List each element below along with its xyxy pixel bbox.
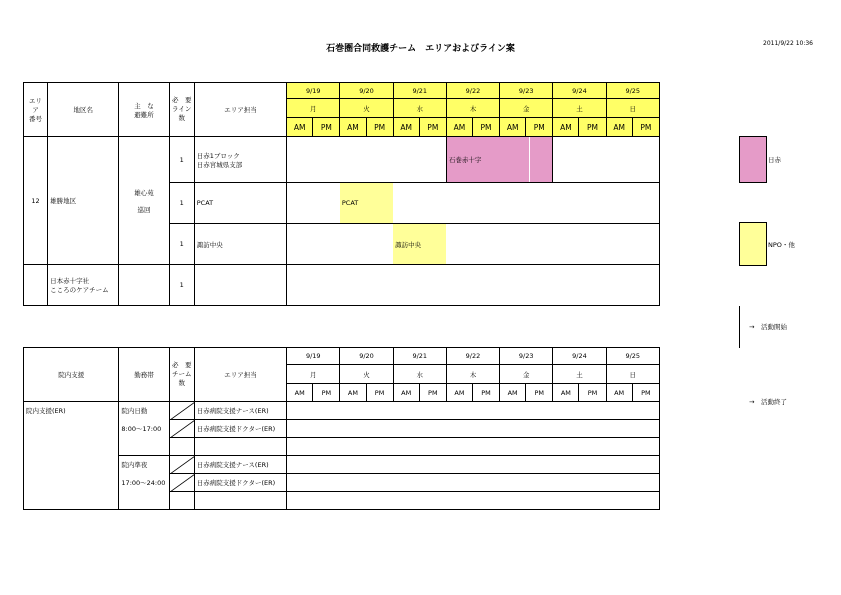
am-cell: AM — [287, 118, 313, 137]
am-cell: AM — [500, 118, 526, 137]
pm-cell: PM — [632, 384, 659, 402]
date-cell: 9/19 — [287, 348, 340, 365]
weekday-cell: 日 — [606, 365, 659, 384]
area-lead-empty — [194, 265, 286, 306]
weekday-cell: 土 — [553, 99, 606, 118]
diagonal-cell — [169, 456, 194, 474]
am-cell: AM — [287, 384, 313, 402]
diagonal-slash — [170, 456, 195, 474]
header-teams: 必 要 チーム 数 — [169, 348, 194, 402]
date-cell: 9/21 — [393, 348, 446, 365]
schedule-bar-pcat — [340, 183, 393, 224]
area-lead-line2: 日赤宮城県支部 — [196, 160, 243, 169]
area-lead-line1: PCAT — [194, 183, 286, 224]
district-cell — [48, 265, 119, 306]
am-cell: AM — [606, 118, 632, 137]
page-title: 石巻圏合同救護チーム エリアおよびライン案 — [326, 44, 515, 54]
print-datetime: 2011/9/22 10:36 — [763, 40, 813, 47]
pm-cell: PM — [526, 384, 553, 402]
date-cell: 9/23 — [500, 348, 553, 365]
area-line-table — [23, 82, 660, 306]
pm-cell: PM — [313, 118, 340, 137]
doctor-team: 日赤病院支援ドクター(ER) — [194, 420, 286, 438]
schedule-bar-red-cross — [446, 137, 552, 183]
blank-cell — [194, 438, 286, 456]
weekday-cell: 月 — [287, 365, 340, 384]
pm-cell: PM — [579, 118, 606, 137]
schedule-empty — [287, 474, 660, 492]
weekday-cell: 木 — [446, 99, 499, 118]
am-cell: AM — [606, 384, 632, 402]
weekday-cell: 火 — [340, 365, 393, 384]
day-hours: 8:00～17:00 — [119, 420, 169, 438]
date-cell: 9/21 — [393, 83, 446, 99]
date-cell: 9/20 — [340, 348, 393, 365]
bar-label: 石巻赤十字 — [447, 137, 530, 182]
pm-cell: PM — [472, 118, 499, 137]
am-cell: AM — [500, 384, 526, 402]
legend-label-npo: NPO・他 — [768, 241, 795, 249]
am-cell: AM — [393, 118, 419, 137]
schedule-empty — [287, 402, 660, 420]
pm-cell: PM — [419, 118, 446, 137]
doctor-team: 日赤病院支援ドクター(ER) — [194, 474, 286, 492]
legend-activity-line — [739, 306, 740, 348]
header-district: 地区名 — [48, 83, 119, 137]
line-count: 1 — [169, 265, 194, 306]
date-cell: 9/22 — [446, 83, 499, 99]
pm-cell: PM — [526, 118, 553, 137]
pm-cell: PM — [366, 384, 393, 402]
weekday-cell: 木 — [446, 365, 499, 384]
weekday-cell: 金 — [500, 99, 553, 118]
schedule-empty — [553, 137, 660, 183]
header-support: 院内支援 — [24, 348, 119, 402]
line-count: 1 — [169, 224, 194, 265]
blank-cell — [169, 492, 194, 510]
header-lines: 必 要 ライン 数 — [169, 83, 194, 137]
weekday-cell: 水 — [393, 365, 446, 384]
blank-cell — [169, 438, 194, 456]
schedule-empty — [287, 265, 660, 306]
diagonal-cell — [169, 474, 194, 492]
schedule-empty — [287, 183, 340, 224]
bar-label: PCAT — [341, 199, 359, 207]
date-cell: 9/24 — [553, 83, 606, 99]
am-cell: AM — [446, 118, 472, 137]
weekday-cell: 水 — [393, 99, 446, 118]
legend-activity-end: → 活動終了 — [749, 398, 787, 406]
day-shift-blank — [119, 438, 169, 456]
pm-cell: PM — [632, 118, 659, 137]
date-cell: 9/24 — [553, 348, 606, 365]
area-number-empty — [24, 265, 48, 306]
schedule-empty — [287, 438, 660, 456]
pm-cell: PM — [366, 118, 393, 137]
legend-label-red-cross: 日赤 — [768, 156, 781, 164]
weekday-cell: 金 — [500, 365, 553, 384]
area-number: 12 — [24, 137, 48, 265]
weekday-cell: 火 — [340, 99, 393, 118]
header-area-lead: エリア担当 — [194, 348, 286, 402]
pm-cell: PM — [579, 384, 606, 402]
night-shift: 院内準夜 — [119, 456, 169, 474]
schedule-empty — [287, 456, 660, 474]
line-count: 1 — [169, 137, 194, 183]
area-lead-line1: 諏訪中央 — [194, 224, 286, 265]
day-shift: 院内日勤 — [119, 402, 169, 420]
pm-cell: PM — [313, 384, 340, 402]
line-count: 1 — [169, 183, 194, 224]
am-cell: AM — [340, 384, 366, 402]
schedule-bar-suwa — [393, 224, 446, 265]
district-line1: 日本赤十字社 — [50, 277, 90, 285]
legend-swatch-red-cross — [739, 136, 767, 183]
hospital-support-table — [23, 347, 660, 510]
schedule-empty — [446, 224, 659, 265]
date-cell: 9/22 — [446, 348, 499, 365]
header-area-lead: エリア担当 — [194, 83, 286, 137]
weekday-cell: 土 — [553, 365, 606, 384]
date-cell: 9/25 — [606, 348, 659, 365]
am-cell: AM — [553, 118, 579, 137]
district-name: 雄勝地区 — [48, 137, 119, 265]
schedule-empty — [287, 224, 393, 265]
am-cell: AM — [340, 118, 366, 137]
area-lead-cell — [194, 137, 286, 183]
area-lead-line1: 日赤1ブロック — [196, 151, 240, 160]
shelter-line1: 雄心苑 — [134, 188, 154, 197]
schedule-empty — [287, 492, 660, 510]
night-shift-blank — [119, 492, 169, 510]
am-cell: AM — [553, 384, 579, 402]
shelter-line2: 巡回 — [137, 205, 151, 214]
pm-cell: PM — [472, 384, 499, 402]
diagonal-slash — [170, 474, 195, 492]
diagonal-cell — [169, 402, 194, 420]
date-cell: 9/20 — [340, 83, 393, 99]
night-hours: 17:00～24:00 — [119, 474, 169, 492]
nurse-team: 日赤病院支援ナース(ER) — [194, 402, 286, 420]
legend-activity-start: → 活動開始 — [749, 323, 787, 331]
blank-cell — [194, 492, 286, 510]
schedule-empty — [393, 183, 659, 224]
legend-swatch-npo — [739, 222, 767, 266]
diagonal-slash — [170, 420, 195, 438]
header-shelter: 主 な 避難所 — [119, 83, 169, 137]
nurse-team: 日赤病院支援ナース(ER) — [194, 456, 286, 474]
schedule-empty — [287, 137, 447, 183]
am-cell: AM — [393, 384, 419, 402]
diagonal-cell — [169, 420, 194, 438]
header-shift: 勤務帯 — [119, 348, 169, 402]
bar-label: 諏訪中央 — [395, 240, 422, 249]
date-cell: 9/23 — [500, 83, 553, 99]
shelter-cell — [119, 137, 169, 265]
schedule-empty — [287, 420, 660, 438]
shelter-empty — [119, 265, 169, 306]
weekday-cell: 日 — [606, 99, 659, 118]
pm-cell: PM — [419, 384, 446, 402]
district-line2: こころのケアチーム — [50, 286, 109, 294]
am-cell: AM — [446, 384, 472, 402]
support-label: 院内支援(ER) — [24, 402, 119, 510]
date-cell: 9/25 — [606, 83, 659, 99]
diagonal-slash — [170, 402, 195, 420]
header-area-no: エリア 番号 — [24, 83, 48, 137]
date-cell: 9/19 — [287, 83, 340, 99]
weekday-cell: 月 — [287, 99, 340, 118]
